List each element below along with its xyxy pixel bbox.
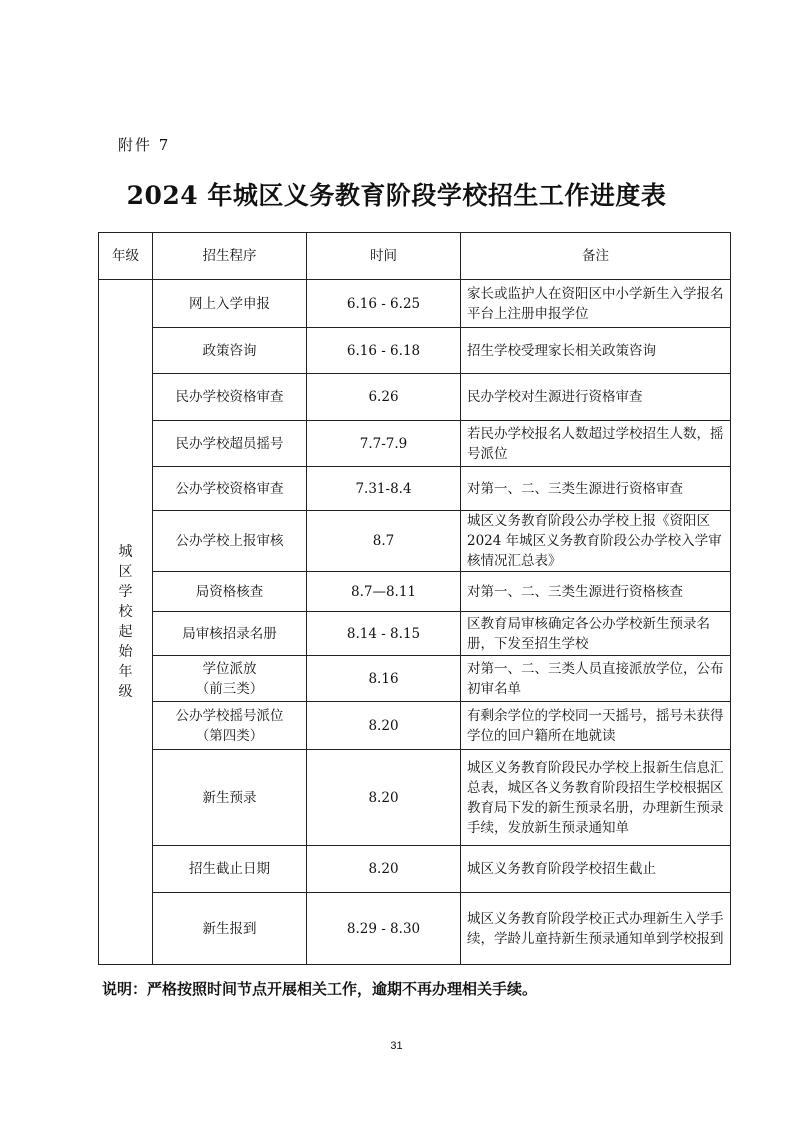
page-number: 31	[390, 1040, 403, 1052]
table-row	[99, 467, 731, 511]
note-cell: 城区义务教育阶段公办学校上报《资阳区 2024 年城区义务教育阶段公办学校入学审核情况汇总表》	[461, 511, 731, 572]
time-cell: 6.16 - 6.25	[307, 280, 461, 328]
table-row	[99, 612, 731, 656]
schedule-table	[98, 232, 731, 965]
note-cell: 招生学校受理家长相关政策咨询	[461, 328, 731, 374]
step-cell	[153, 702, 307, 750]
step-cell: 新生报到	[153, 893, 307, 965]
step-sublabel: （前三类）	[195, 680, 264, 697]
note-cell: 家长或监护人在资阳区中小学新生入学报名平台上注册申报学位	[461, 280, 731, 328]
step-cell: 政策咨询	[153, 328, 307, 374]
note-cell: 民办学校对生源进行资格审查	[461, 374, 731, 421]
time-cell: 7.31-8.4	[307, 467, 461, 511]
note-cell: 区教育局审核确定各公办学校新生预录名册，下发至招生学校	[461, 612, 731, 656]
header-grade: 年级	[99, 233, 153, 280]
header-step: 招生程序	[153, 233, 307, 280]
time-cell: 8.16	[307, 656, 461, 702]
header-time: 时间	[307, 233, 461, 280]
time-cell: 8.20	[307, 750, 461, 846]
note-cell: 城区义务教育阶段民办学校上报新生信息汇总表，城区各义务教育阶段招生学校根据区教育局下发的新生预录名册，办理新生预录手续，发放新生预录通知单	[461, 750, 731, 846]
table-row	[99, 374, 731, 421]
time-cell: 8.14 - 8.15	[307, 612, 461, 656]
time-cell: 8.29 - 8.30	[307, 893, 461, 965]
note-cell: 对第一、二、三类人员直接派放学位，公布初审名单	[461, 656, 731, 702]
step-cell: 民办学校超员摇号	[153, 421, 307, 467]
time-cell: 8.7	[307, 511, 461, 572]
step-cell: 新生预录	[153, 750, 307, 846]
attachment-label: 附件 7	[118, 136, 171, 154]
time-cell: 8.20	[307, 846, 461, 893]
step-cell: 公办学校资格审查	[153, 467, 307, 511]
time-cell: 6.26	[307, 374, 461, 421]
step-cell: 局审核招录名册	[153, 612, 307, 656]
step-label: 公办学校摇号派位	[175, 707, 284, 724]
step-cell: 民办学校资格审查	[153, 374, 307, 421]
footnote: 说明：严格按照时间节点开展相关工作，逾期不再办理相关手续。	[102, 980, 538, 998]
table-row	[99, 750, 731, 846]
step-cell: 公办学校上报审核	[153, 511, 307, 572]
time-cell: 8.20	[307, 702, 461, 750]
note-cell: 若民办学校报名人数超过学校招生人数，摇号派位	[461, 421, 731, 467]
step-sublabel: （第四类）	[195, 727, 264, 744]
table-row	[99, 511, 731, 572]
table-row	[99, 656, 731, 702]
table-row	[99, 846, 731, 893]
time-cell: 6.16 - 6.18	[307, 328, 461, 374]
step-label: 学位派放	[202, 660, 257, 677]
page-title: 2024 年城区义务教育阶段学校招生工作进度表	[126, 181, 667, 210]
table-row	[99, 421, 731, 467]
note-cell: 对第一、二、三类生源进行资格审查	[461, 467, 731, 511]
step-cell: 网上入学申报	[153, 280, 307, 328]
table-row	[99, 280, 731, 328]
grade-cell	[99, 280, 153, 965]
note-cell: 城区义务教育阶段学校正式办理新生入学手续，学龄儿童持新生预录通知单到学校报到	[461, 893, 731, 965]
note-cell: 对第一、二、三类生源进行资格核查	[461, 572, 731, 612]
table-header-row	[99, 233, 731, 280]
step-cell: 招生截止日期	[153, 846, 307, 893]
table-row	[99, 702, 731, 750]
table-row	[99, 328, 731, 374]
note-cell: 有剩余学位的学校同一天摇号，摇号未获得学位的回户籍所在地就读	[461, 702, 731, 750]
time-cell: 8.7—8.11	[307, 572, 461, 612]
grade-label: 城区学校起始年级	[118, 544, 133, 700]
table-row	[99, 893, 731, 965]
note-cell: 城区义务教育阶段学校招生截止	[461, 846, 731, 893]
header-note: 备注	[461, 233, 731, 280]
step-cell	[153, 656, 307, 702]
time-cell: 7.7-7.9	[307, 421, 461, 467]
step-cell: 局资格核查	[153, 572, 307, 612]
table-row	[99, 572, 731, 612]
